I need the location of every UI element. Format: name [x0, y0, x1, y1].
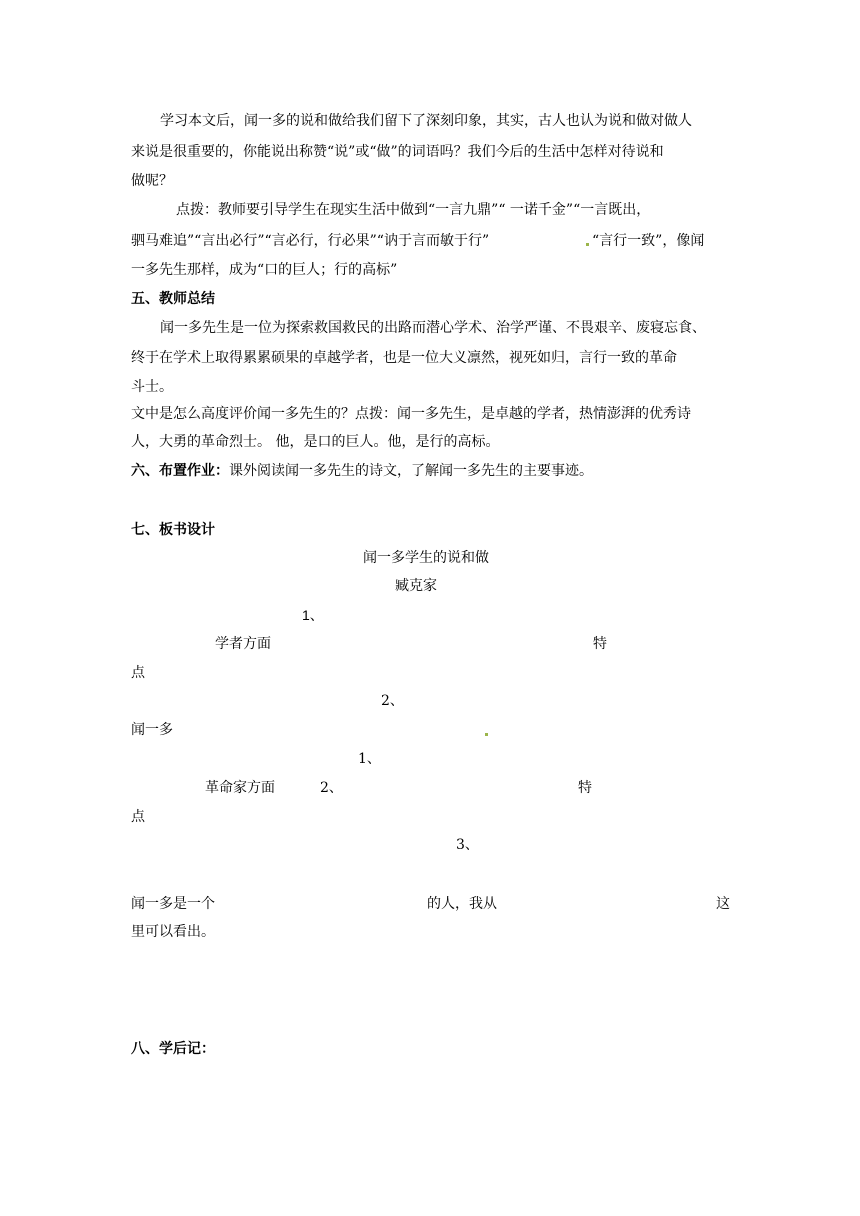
section-6 — [131, 462, 593, 480]
board-title: 闻一多学生的说和做 — [363, 550, 489, 566]
section-7-heading: 七、板书设计 — [131, 522, 215, 538]
board-scholar-label: 学者方面 — [215, 636, 271, 652]
hint-line-2a: 驷马难追”“言出必行”“言必行，行必果”“讷于言而敏于行” — [131, 233, 490, 249]
board-person: 闻一多 — [131, 722, 173, 738]
section-5-line-3: 斗士。 — [131, 379, 173, 395]
discussion-line-3: 做呢？ — [131, 173, 173, 189]
board-rev-num-1: 1、 — [358, 751, 381, 767]
fill-blank-c: 这 — [716, 896, 730, 912]
board-author: 臧克家 — [395, 578, 437, 594]
board-rev-num-3: 3、 — [456, 837, 479, 853]
section-6-text: 课外阅读闻一多先生的诗文，了解闻一多先生的主要事迹。 — [229, 463, 593, 479]
mark-dot — [485, 733, 488, 736]
board-te-2: 特 — [578, 780, 592, 796]
board-rev-label: 革命家方面 — [205, 780, 275, 796]
section-5-line-1: 闻一多先生是一位为探索救国救民的出路而潜心学术、治学严谨、不畏艰辛、废寝忘食、 — [160, 320, 706, 336]
fill-blank-a: 闻一多是一个 — [131, 896, 215, 912]
fill-blank-b: 的人，我从 — [427, 896, 497, 912]
hint-line-3: 一多先生那样，成为“口的巨人；行的高标” — [131, 262, 398, 278]
section-8-heading: 八、学后记： — [131, 1041, 215, 1057]
board-dian-2: 点 — [131, 809, 145, 825]
board-dian-1: 点 — [131, 665, 145, 681]
section-6-heading: 六、布置作业： — [131, 463, 229, 479]
section-5-heading: 五、教师总结 — [131, 291, 215, 307]
hint-line-2b: “言行一致”，像闻 — [592, 233, 705, 249]
board-te-1: 特 — [593, 636, 607, 652]
board-rev-num-2: 2、 — [320, 780, 343, 796]
discussion-line-2: 来说是很重要的，你能说出称赞“说”或“做”的词语吗？我们今后的生活中怎样对待说和 — [131, 144, 664, 160]
board-scholar-num-2: 2、 — [381, 693, 404, 709]
mark-dot — [586, 243, 589, 246]
hint-line-1: 点拨：教师要引导学生在现实生活中做到“一言九鼎”“ 一诺千金”“一言既出， — [176, 202, 651, 218]
board-scholar-num-1: 1、 — [302, 607, 324, 623]
fill-blank-line-2: 里可以看出。 — [131, 924, 215, 940]
section-5-line-2: 终于在学术上取得累累硕果的卓越学者，也是一位大义凛然，视死如归，言行一致的革命 — [131, 350, 677, 366]
section-5-line-5: 人，大勇的革命烈士。 他，是口的巨人。他，是行的高标。 — [131, 434, 500, 450]
section-5-line-4: 文中是怎么高度评价闻一多先生的？点拨：闻一多先生，是卓越的学者，热情澎湃的优秀诗 — [131, 406, 691, 422]
discussion-line-1: 学习本文后，闻一多的说和做给我们留下了深刻印象，其实，古人也认为说和做对做人 — [160, 113, 692, 129]
